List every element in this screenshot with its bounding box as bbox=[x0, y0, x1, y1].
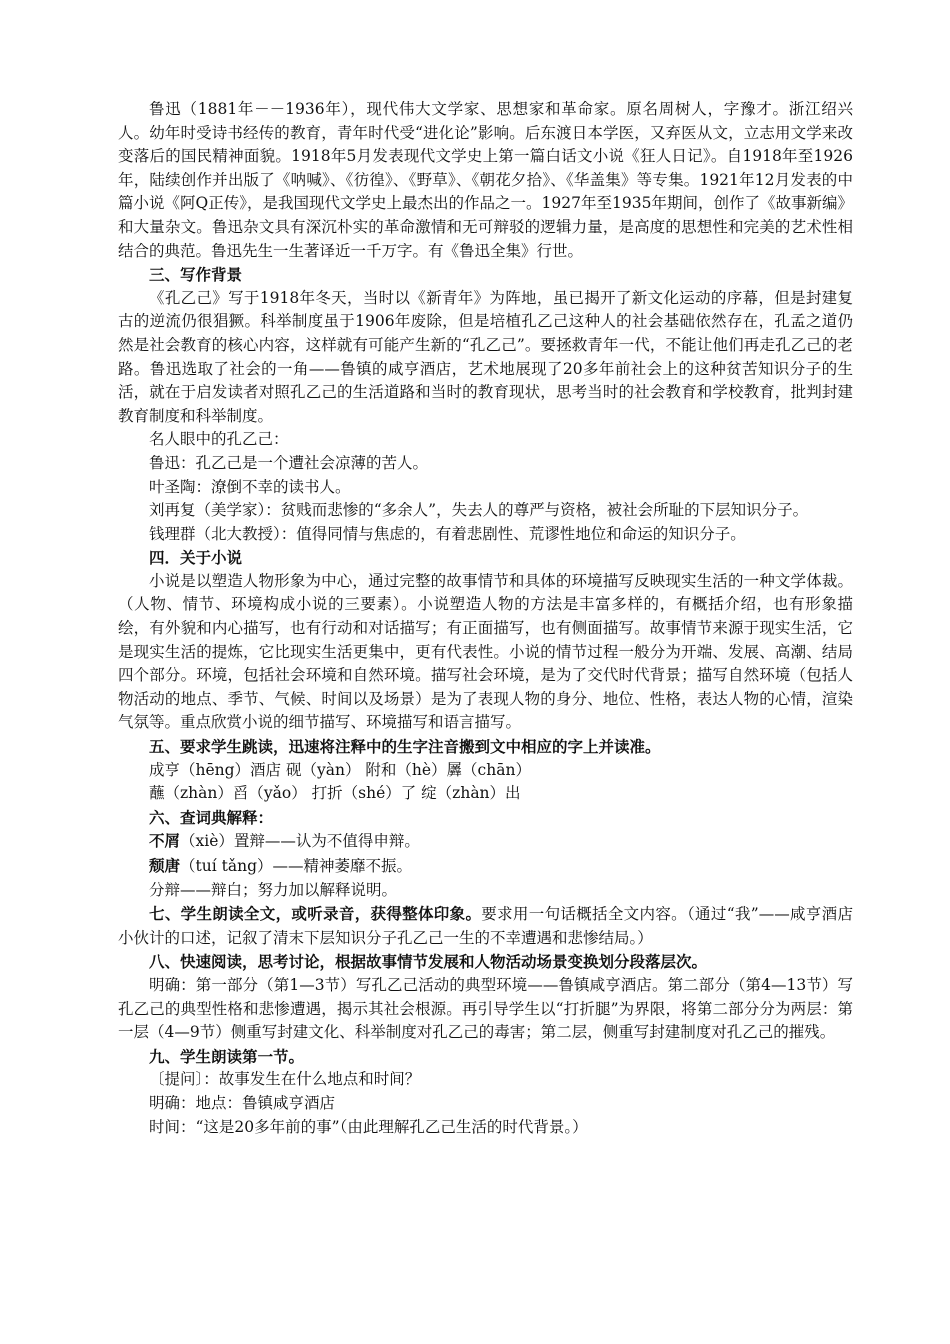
heading-read-section-one: 九、学生朗读第一节。 bbox=[149, 1046, 305, 1066]
heading-structure-division: 八、快速阅读，思考讨论，根据故事情节发展和人物活动场景变换划分段落层次。 bbox=[149, 952, 708, 972]
line-view-ye-shengtao: 叶圣陶：潦倒不幸的读书人。 bbox=[149, 477, 351, 496]
line-view-qian-liqun: 钱理群（北大教授）：值得同情与焦虑的，有着悲剧性、荒谬性地位和命运的知识分子。 bbox=[149, 524, 746, 543]
line-view-liu-zaifu: 刘再复（美学家）：贫贱而悲惨的“多余人”，失去人的尊严与资格，被社会所耻的下层知识分子。 bbox=[149, 501, 809, 520]
definition-buxie: （xiè）置辩——认为不值得申辩。 bbox=[180, 832, 420, 851]
paragraph-structure-answer: 明确：第一部分（第1—3节）写孔乙己活动的典型环境——鲁镇咸亨酒店。第二部分（第4—13节）写孔乙己的典型性格和悲惨遭遇，揭示其社会根源。再引导学生以“打折腿”为界限，将第二部分分为两层：第一层（4—9节）侧重写封建文化、科举制度对孔乙己的毒害；第二层，侧重写封建制度对孔乙己的摧残。 bbox=[118, 975, 853, 1042]
paragraph-lu-xun-bio: 鲁迅（1881年－－1936年），现代伟大文学家、思想家和革命家。原名周树人，字豫才。浙江绍兴人。幼年时受诗书经传的教育，青年时代受“进化论”影响。后东渡日本学医，又弃医从文，立志用文学来改变落后的国民精神面貌。1918年5月发表现代文学史上第一篇白话文小说《狂人日记》。自1918年至1926年，陆续创作并出版了《呐喊》、《彷徨》、《野草》、《朝花夕拾》、《华盖集》等专集。1921年12月发表的中篇小说《阿Q正传》，是我国现代文学史上最杰出的作品之一。1927年至1935年期间，创作了《故事新编》和大量杂文。鲁迅杂文具有深沉朴实的革命激情和无可辩驳的逻辑力量，是高度的思想性和完美的艺术性相结合的典范。鲁迅先生一生著译近一千万字。有《鲁迅全集》行世。 bbox=[118, 100, 853, 260]
definition-tuitang: （tuí tǎng）——精神萎靡不振。 bbox=[180, 857, 412, 875]
heading-read-full-text: 七、学生朗读全文，或听录音，获得整体印象。 bbox=[149, 904, 482, 924]
line-definition-tuitang bbox=[118, 854, 853, 879]
line-answer-time: 时间：“这是20多年前的事”（由此理解孔乙己生活的时代背景。） bbox=[149, 1117, 588, 1136]
page-content bbox=[118, 98, 853, 1139]
paragraph-read-full-text bbox=[118, 902, 853, 950]
term-buxie: 不屑 bbox=[149, 831, 181, 851]
heading-dictionary: 六、查词典解释： bbox=[149, 807, 274, 827]
line-definition-fenbian: 分辩——辩白；努力加以解释说明。 bbox=[149, 880, 398, 899]
heading-about-novel: 四．关于小说 bbox=[149, 548, 243, 568]
paragraph-about-novel: 小说是以塑造人物形象为中心，通过完整的故事情节和具体的环境描写反映现实生活的一种文学体裁。（人物、情节、环境构成小说的三要素）。小说塑造人物的方法是丰富多样的，有概括介绍，也有形象描绘，有外貌和内心描写，也有行动和对话描写；有正面描写，也有侧面描写。故事情节来源于现实生活，它是现实生活的提炼，它比现实生活更集中，更有代表性。小说的情节过程一般分为开端、发展、高潮、结局四个部分。环境，包括社会环境和自然环境。描写社会环境，是为了交代时代背景；描写自然环境（包括人物活动的地点、季节、气候、时间以及场景）是为了表现人物的身分、地位、性格，表达人物的心情，渲染气氛等。重点欣赏小说的细节描写、环境描写和语言描写。 bbox=[118, 571, 853, 732]
heading-writing-background: 三、写作背景 bbox=[149, 265, 243, 285]
line-answer-place: 明确：地点：鲁镇咸亨酒店 bbox=[149, 1093, 336, 1112]
paragraph-writing-background: 《孔乙己》写于1918年冬天，当时以《新青年》为阵地，虽已揭开了新文化运动的序幕，但是封建复古的逆流仍很猖獗。科举制度虽于1906年废除，但是培植孔乙己这种人的社会基础依然存在，孔孟之道仍然是社会教育的核心内容，这样就有可能产生新的“孔乙己”。要拯救青年一代，不能让他们再走孔乙己的老路。鲁迅选取了社会的一角——鲁镇的咸亨酒店，艺术地展现了20多年前社会上的这种贫苦知识分子的生活，就在于启发读者对照孔乙己的生活道路和当时的教育现状，思考当时的社会教育和学校教育，批判封建教育制度和科举制度。 bbox=[118, 288, 853, 425]
term-tuitang: 颓唐 bbox=[149, 856, 181, 875]
line-view-lu-xun: 鲁迅：孔乙己是一个遭社会凉薄的苦人。 bbox=[149, 453, 429, 472]
line-question: 〔提问〕：故事发生在什么地点和时间？ bbox=[149, 1070, 421, 1089]
line-pronunciation-2: 蘸（zhàn）舀（yǎo） 打折（shé）了 绽（zhàn）出 bbox=[149, 784, 521, 803]
line-definition-buxie bbox=[118, 829, 853, 854]
line-pronunciation-1: 成亨（hēng）酒店 砚（yàn） 附和（hè）羼（chān） bbox=[149, 760, 531, 779]
heading-pronunciation-task: 五、要求学生跳读，迅速将注释中的生字注音搬到文中相应的字上并读准。 bbox=[149, 737, 661, 757]
line-famous-views-intro: 名人眼中的孔乙己： bbox=[149, 430, 289, 449]
text-read-full-text: 要求用一句话概括全文内容。（通过“我”——咸亨酒店小伙计的口述，记叙了清末下层知识分子孔乙己一生的不幸遭遇和悲惨结局。） bbox=[118, 905, 853, 947]
